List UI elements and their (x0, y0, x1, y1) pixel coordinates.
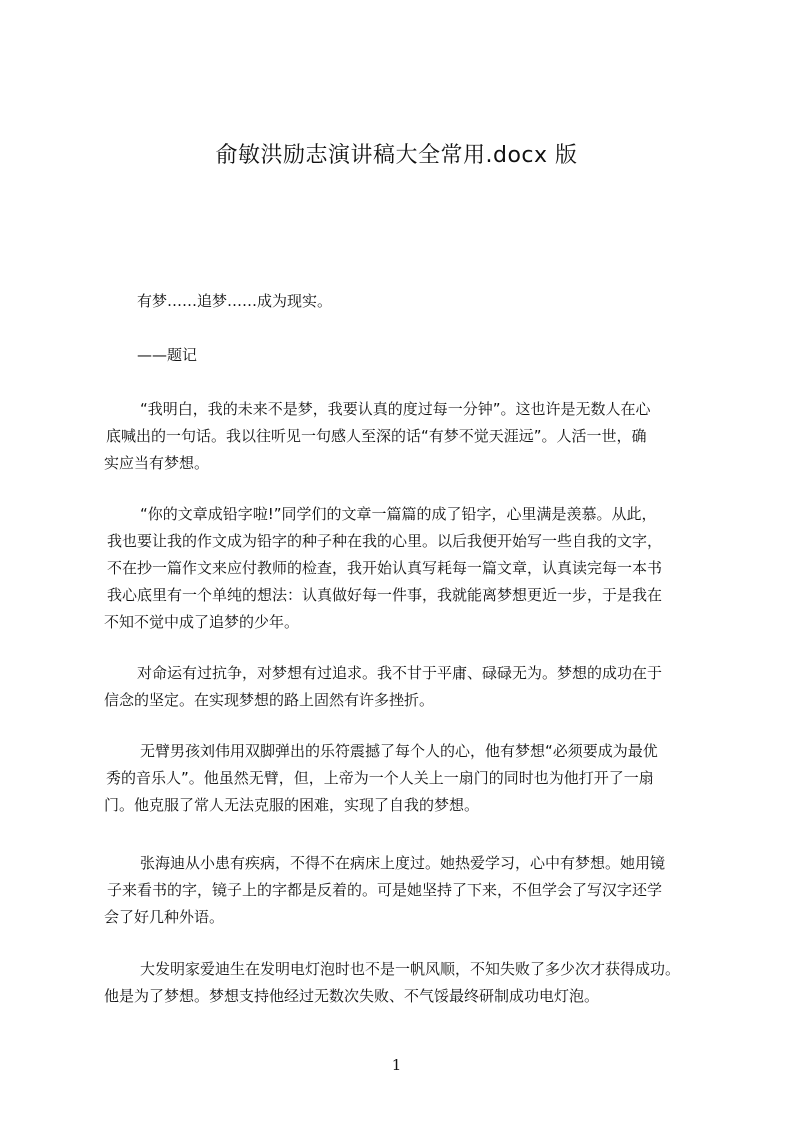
text-line: 底喊出的一句话。我以往听见一句感人至深的话“有梦不觉天涯远”。人活一世，确 (106, 427, 647, 445)
text-line: “我明白，我的未来不是梦，我要认真的度过每一分钟”。这也许是无数人在心 (140, 400, 651, 418)
text-line: 我也要让我的作文成为铅字的种子种在我的心里。以后我便开始写一些自我的文字， (107, 532, 663, 550)
text-line: ——题记 (137, 346, 198, 364)
text-line: “你的文章成铅字啦!”同学们的文章一篇篇的成了铅字，心里满是羡慕。从此， (140, 505, 657, 523)
text-line: 无臂男孩刘伟用双脚弹出的乐符震撼了每个人的心，他有梦想“必须要成为最优 (140, 742, 658, 760)
text-line: 对命运有过抗争，对梦想有过追求。我不甘于平庸、碌碌无为。梦想的成功在于 (137, 664, 663, 682)
text-line: 实应当有梦想。 (104, 454, 210, 472)
text-line: 会了好几种外语。 (104, 908, 225, 926)
text-line: 我心底里有一个单纯的想法：认真做好每一件事，我就能离梦想更近一步，于是我在 (107, 586, 663, 604)
text-line: 张海迪从小患有疾病，不得不在病床上度过。她热爱学习，心中有梦想。她用镜 (140, 854, 666, 872)
document-title: 俞敏洪励志演讲稿大全常用.docx 版 (215, 143, 578, 168)
text-line: 信念的坚定。在实现梦想的路上固然有许多挫折。 (104, 691, 435, 709)
text-line: 秀的音乐人”。他虽然无臂，但，上帝为一个人关上一扇门的同时也为他打开了一扇 (106, 769, 654, 787)
page-number: 1 (391, 1056, 402, 1074)
text-line: 有梦……追梦……成为现实。 (137, 292, 333, 310)
text-line: 不知不觉中成了追梦的少年。 (104, 613, 300, 631)
text-line: 子来看书的字，镜子上的字都是反着的。可是她坚持了下来，不但学会了写汉字还学 (107, 881, 663, 899)
text-line: 门。他克服了常人无法克服的困难，实现了自我的梦想。 (104, 796, 480, 814)
text-line: 不在抄一篇作文来应付教师的检查，我开始认真写耗每一篇文章，认真读完每一本书 (107, 559, 663, 577)
text-line: 大发明家爱迪生在发明电灯泡时也不是一帆风顺，不知失败了多少次才获得成功。 (140, 960, 681, 978)
text-line: 他是为了梦想。梦想支持他经过无数次失败、不气馁最终研制成功电灯泡。 (104, 987, 600, 1005)
